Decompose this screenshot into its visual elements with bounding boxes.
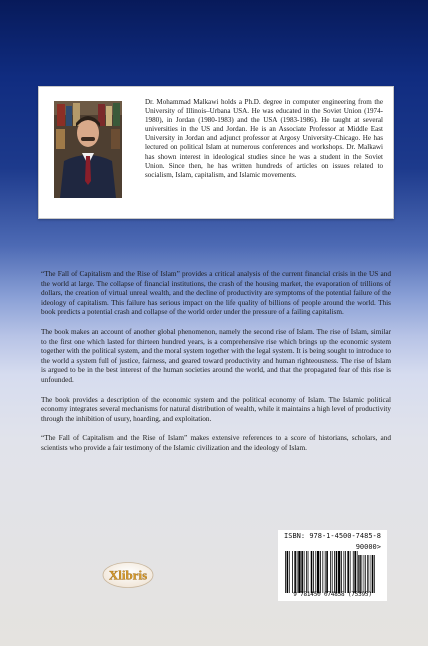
author-portrait-image [54,101,122,198]
description-paragraph: The book makes an account of another global phenomenon, namely the second rise of Islam. The rise of Islam, similar to the first one which lasted for thirteen hundred years, is a comprehensive rise which brings up the economic system together with the political system, and the moral system together with the legal system. It is being sought to introduce to the world a system full of justice, fairness, and geared toward productivity and human righteousness. The rise of Islam is argued to be in the best interest of the human societies around the world, and that the propagated fear of this rise is unfounded. [41,327,391,384]
barcode-image [284,551,381,593]
description-paragraph: The book provides a description of the economic system and the political economy of Islam. The Islamic political economy integrates several mechanisms for natural distribution of wealth, while it maintains a high level of productivity through the inhibition of usury, hoarding, and exploitation. [41,395,391,423]
description-paragraph: “The Fall of Capitalism and the Rise of Islam” provides a critical analysis of the current financial crisis in the US and the world at large. The collapse of financial institutions, the crash of the housing market, the evaporation of trillions of dollars, the creation of virtual unreal wealth, and the decline of productivity are symptoms of the potential failure of the ideology of capitalism. This failure has serious impact on the life quality of billions of people around the world. This book predicts a potential crash and collapse of the world order under the pressure of a failing capitalism. [41,270,391,317]
barcode-digits: 9 781450 074858 (75395) [293,591,372,598]
description-paragraph: “The Fall of Capitalism and the Rise of Islam” makes extensive references to a score of historians, scholars, and scientists who provide a fair testimony of the Islamic civilization and the ideology of Islam. [41,434,391,452]
author-bio-text: Dr. Mohammad Malkawi holds a Ph.D. degree in computer engineering from the University of Illinois–Urbana USA. He was educated in the Soviet Union (1974-1980), in Jordan (1980-1983) and the USA (1983-1986). He taught at several universities in the US and Jordan. He is an Associate Professor at Middle East University in Jordan and adjunct professor at Argosy University-Chicago. He has lectured on political Islam at numerous conferences and workshops. Dr. Malkawi has shown interest in ideological studies since he was a student in the Soviet Union. Since then, he has written hundreds of articles on issues related to socialism, Islam, capitalism, and Islamic movements. [145,98,383,179]
isbn-number: ISBN: 978-1-4500-7485-8 [284,532,381,540]
isbn-price-addon: 90000> [355,543,381,551]
isbn-barcode-block [278,530,387,601]
book-description [41,270,391,464]
author-bio-box [38,86,394,219]
xlibris-logo-image [102,561,154,589]
svg-text:Xlibris: Xlibris [108,567,148,583]
author-photo [54,101,122,198]
xlibris-logo [102,561,154,589]
